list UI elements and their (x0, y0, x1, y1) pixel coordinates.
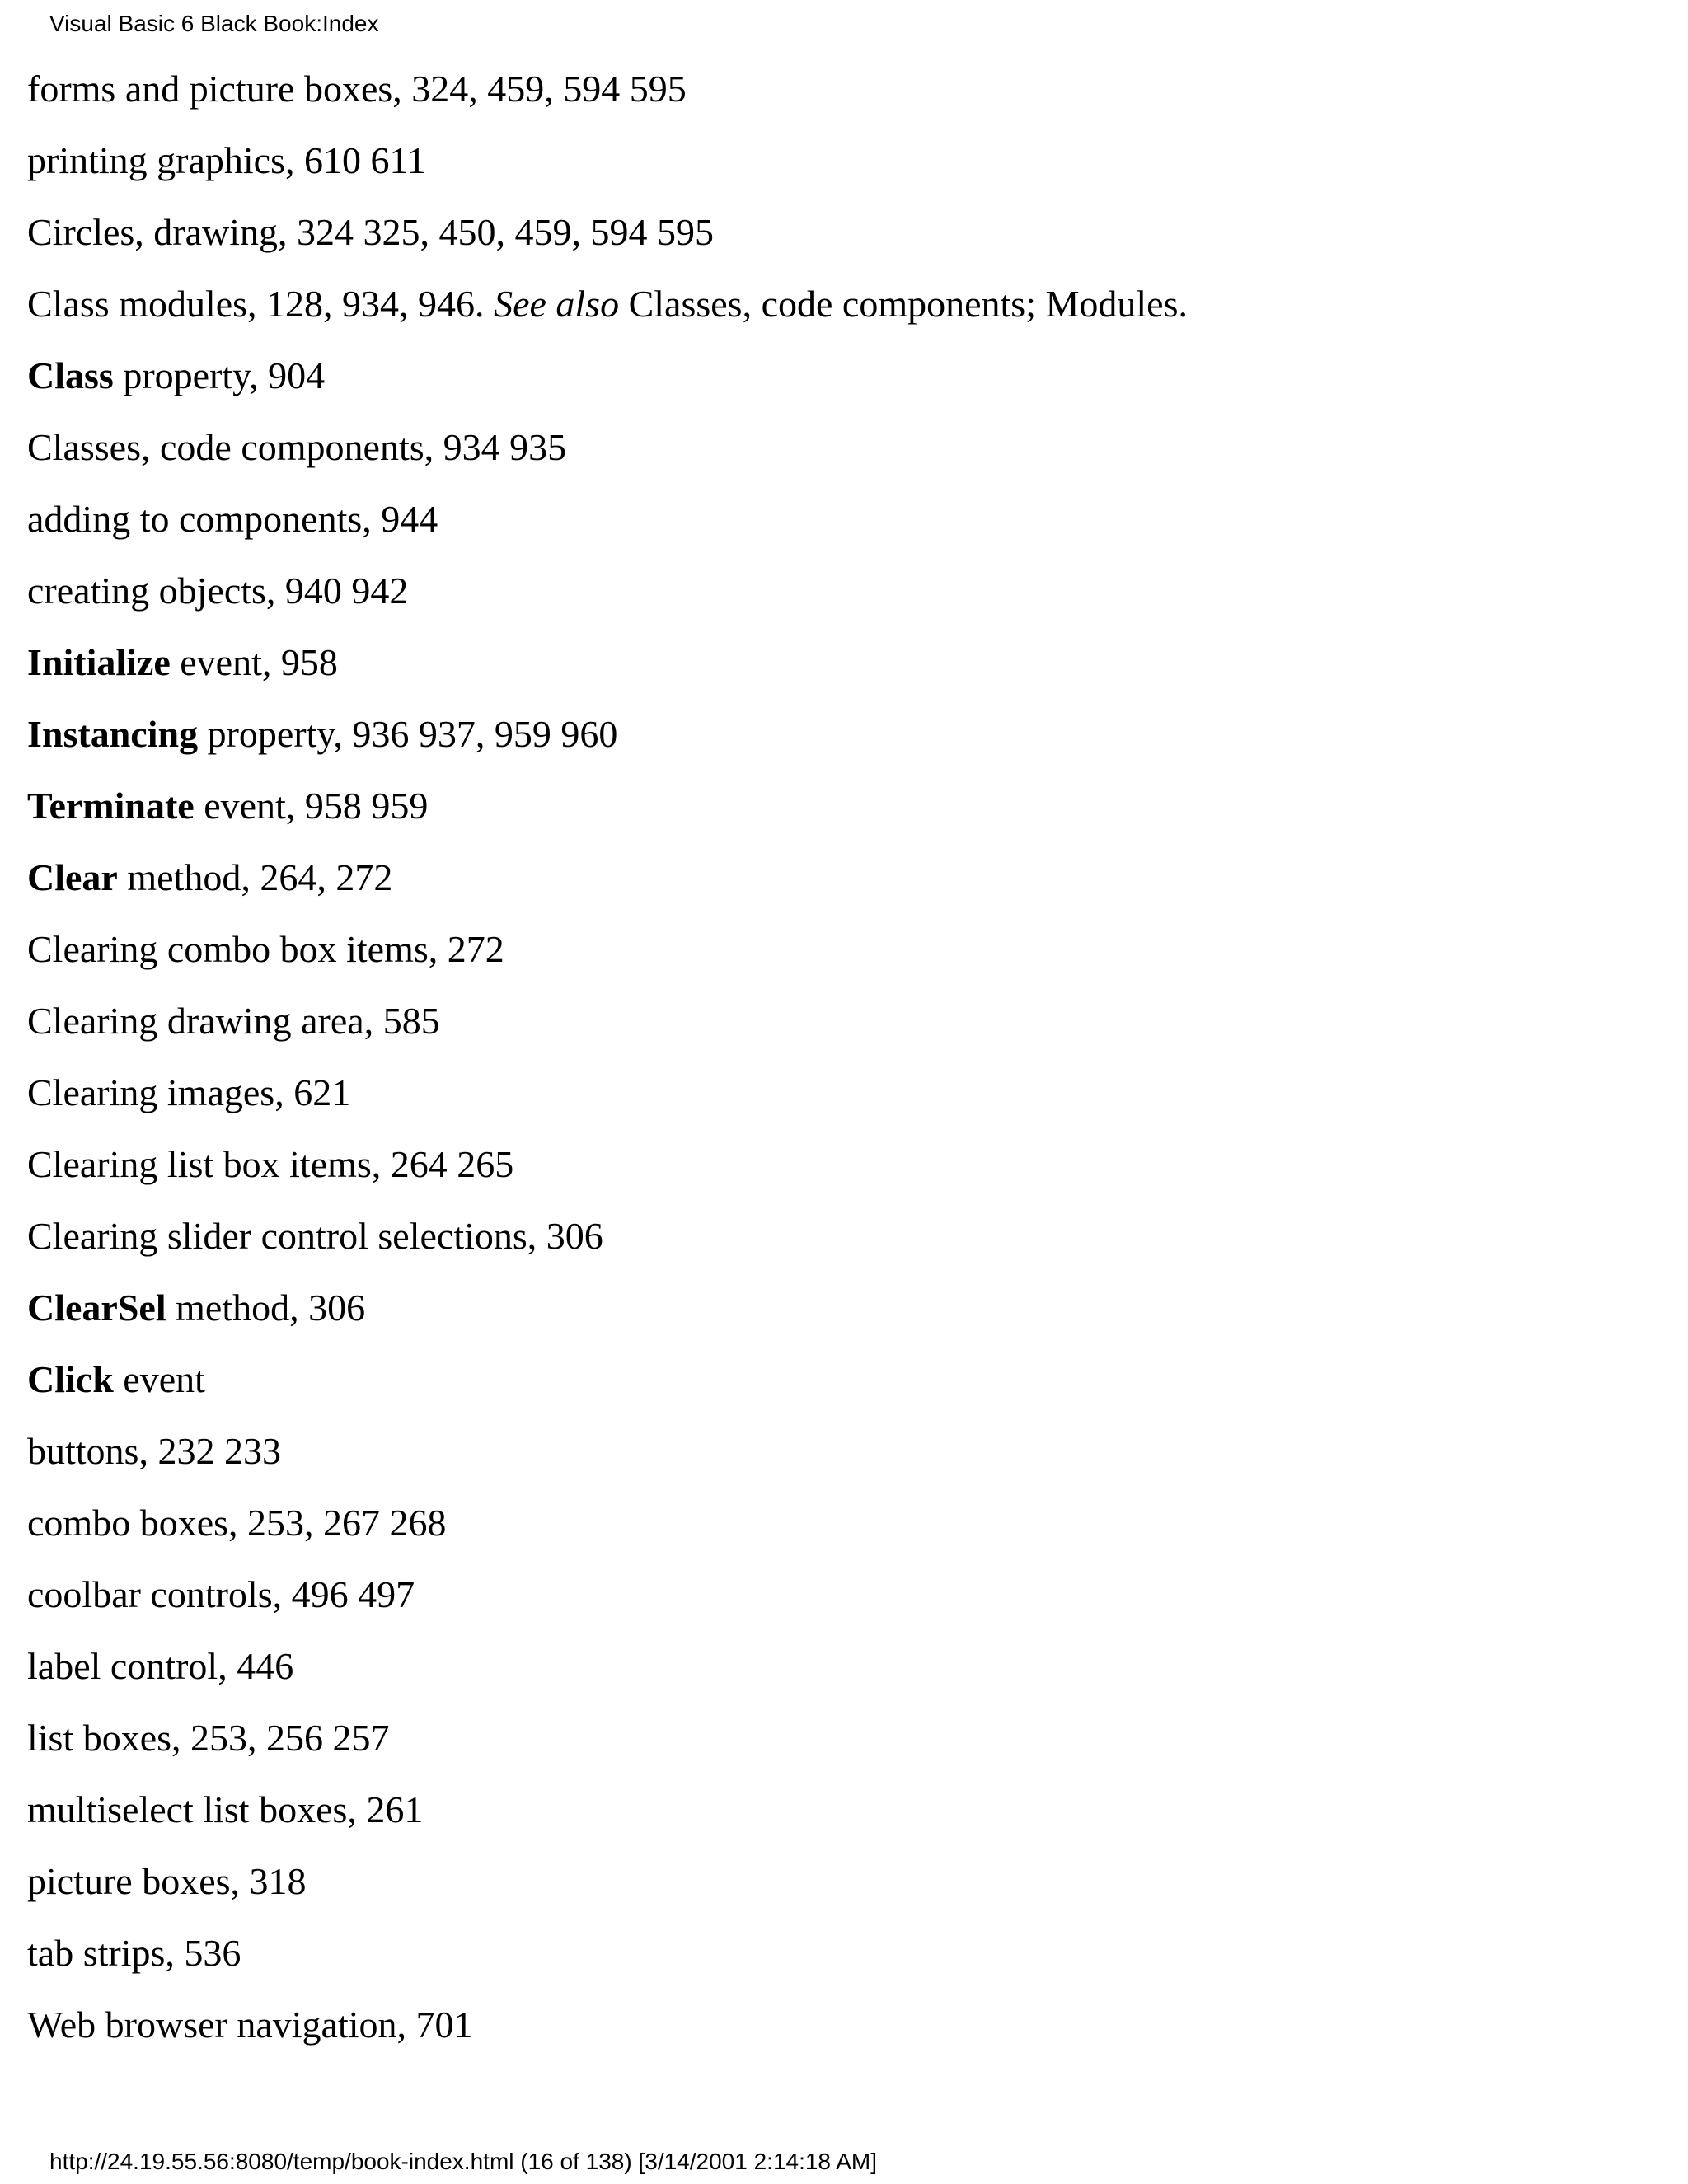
index-entry (27, 340, 1188, 411)
index-entry (27, 411, 1188, 483)
index-list (27, 53, 1188, 2060)
index-entry-text: Clearing images, 621 (27, 1071, 351, 1113)
index-entry-text: combo boxes, 253, 267 268 (27, 1502, 447, 1544)
index-entry (27, 1272, 1188, 1343)
index-entry-text: Clearing combo box items, 272 (27, 928, 504, 970)
index-term-bold: ClearSel (27, 1286, 166, 1329)
index-entry (27, 1128, 1188, 1200)
index-term-bold: Clear (27, 856, 118, 898)
index-entry (27, 1057, 1188, 1128)
index-entry (27, 1989, 1188, 2060)
index-entry (27, 1630, 1188, 1702)
index-entry (27, 841, 1188, 913)
index-entry-text: coolbar controls, 496 497 (27, 1573, 415, 1615)
index-entry (27, 1774, 1188, 1845)
index-entry (27, 1487, 1188, 1558)
index-entry (27, 1917, 1188, 1989)
index-entry (27, 196, 1188, 268)
index-entry-text: Classes, code components, 934 935 (27, 426, 567, 468)
index-term-bold: Terminate (27, 785, 195, 827)
index-term-bold: Click (27, 1358, 114, 1400)
index-entry-text: Clearing list box items, 264 265 (27, 1143, 514, 1185)
index-entry (27, 1702, 1188, 1774)
index-entry (27, 555, 1188, 626)
index-entry-text: method, 306 (166, 1286, 366, 1329)
index-entry-text: printing graphics, 610 611 (27, 139, 426, 181)
index-entry-text: event (113, 1358, 205, 1400)
index-entry (27, 124, 1188, 196)
index-entry-text: method, 264, 272 (117, 856, 393, 898)
index-entry-tail: Classes, code components; Modules. (619, 283, 1188, 325)
index-entry-text: Clearing drawing area, 585 (27, 1000, 440, 1042)
index-entry-text: adding to components, 944 (27, 498, 438, 540)
index-entry (27, 268, 1188, 340)
index-entry (27, 626, 1188, 698)
index-entry-text: Web browser navigation, 701 (27, 2004, 473, 2046)
index-entry (27, 1343, 1188, 1415)
index-term-bold: Instancing (27, 713, 199, 755)
index-entry (27, 1558, 1188, 1630)
index-entry-text: Clearing slider control selections, 306 (27, 1215, 603, 1257)
index-entry-text: event, 958 (170, 641, 338, 683)
page-header: Visual Basic 6 Black Book:Index (49, 11, 379, 36)
index-entry-text: label control, 446 (27, 1645, 294, 1687)
index-entry-text: property, 904 (113, 354, 326, 396)
index-entry-text: event, 958 959 (194, 785, 429, 827)
index-entry-text: picture boxes, 318 (27, 1860, 307, 1902)
index-entry (27, 985, 1188, 1057)
index-entry (27, 1845, 1188, 1917)
index-term-bold: Initialize (27, 641, 171, 683)
index-entry-text: buttons, 232 233 (27, 1430, 281, 1472)
index-entry-text: Class modules, 128, 934, 946. (27, 283, 495, 325)
index-see-also: See also (494, 283, 620, 325)
index-entry-text: creating objects, 940 942 (27, 569, 409, 612)
index-entry-text: forms and picture boxes, 324, 459, 594 595 (27, 68, 687, 110)
index-entry (27, 770, 1188, 841)
index-entry (27, 483, 1188, 555)
index-entry-text: Circles, drawing, 324 325, 450, 459, 594 595 (27, 211, 715, 253)
index-entry (27, 1200, 1188, 1272)
index-entry-text: multiselect list boxes, 261 (27, 1788, 424, 1830)
index-entry (27, 1415, 1188, 1487)
index-entry-text: property, 936 937, 959 960 (198, 713, 618, 755)
index-entry (27, 53, 1188, 124)
page-footer-url: http://24.19.55.56:8080/temp/book-index.html (16 of 138) [3/14/2001 2:14:18 AM] (49, 2149, 878, 2174)
index-entry (27, 913, 1188, 985)
index-entry-text: tab strips, 536 (27, 1932, 241, 1974)
index-entry (27, 698, 1188, 770)
index-term-bold: Class (27, 354, 114, 396)
index-entry-text: list boxes, 253, 256 257 (27, 1717, 390, 1759)
